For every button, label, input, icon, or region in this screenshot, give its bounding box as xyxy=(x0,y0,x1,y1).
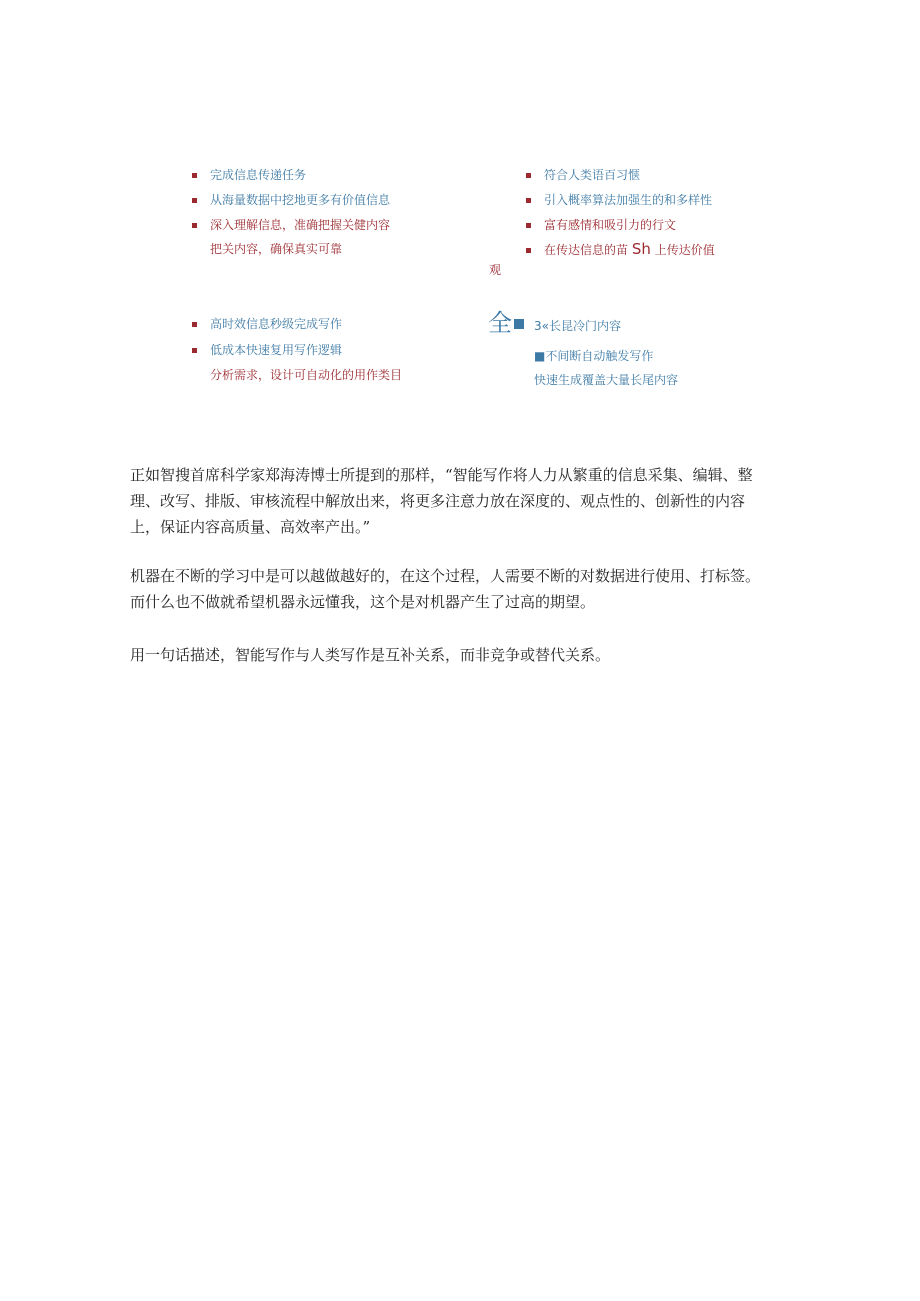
bullet-square-icon xyxy=(526,173,531,178)
bullet-square-icon xyxy=(526,248,531,253)
blue-square-icon xyxy=(514,319,524,329)
list-item-clipped: 快速生成覆盖大量长尾内容 xyxy=(534,373,679,387)
bullet-square-icon xyxy=(526,223,531,228)
bullet-square-icon xyxy=(192,223,197,228)
list-item: 符合人类语百习惬 xyxy=(544,168,641,182)
list-item-wrap: 观 xyxy=(489,263,502,277)
list-item-clipped: 分析需求，设计可自动化的用作类目 xyxy=(210,368,403,382)
bullet-square-icon xyxy=(526,198,531,203)
list-item: 深入理解信息，准确把握关健内容 xyxy=(210,218,391,232)
big-glyph: 全 xyxy=(488,309,512,337)
list-item: ■不间断自动触发写作 xyxy=(534,349,654,363)
list-item: 从海量数据中挖地更多有价值信息 xyxy=(210,193,391,207)
paragraph: 用一句话描述，智能写作与人类写作是互补关系，而非竞争或替代关系。 xyxy=(130,646,611,664)
list-item: 3«长昆冷门内容 xyxy=(534,319,621,333)
bullet-square-icon xyxy=(192,322,197,327)
paragraph: 机器在不断的学习中是可以越做越好的，在这个过程，人需要不断的对数据进行使用、打标签。而什么也不做就希望机器永远懂我，这个是对机器产生了过高的期望。 xyxy=(130,567,761,611)
bullet-square-icon xyxy=(192,348,197,353)
list-item: 低成本快速复用写作逻辑 xyxy=(210,343,343,357)
bullet-square-icon xyxy=(192,173,197,178)
list-item: 引入概率算法加强生的和多样性 xyxy=(544,193,713,207)
paragraph: 正如智搜首席科学家郑海涛博士所提到的那样，“智能写作将人力从繁重的信息采集、编辑、整理、改写、排版、审核流程中解放出来，将更多注意力放在深度的、观点性的、创新性的内容上，保证内容高质量、高效率产出。” xyxy=(130,466,753,536)
list-item: 在传达信息的苗 Sh 上传达价值 xyxy=(544,240,715,258)
list-item: 高时效信息秒级完成写作 xyxy=(210,317,343,331)
list-item: 富有感情和吸引力的行文 xyxy=(544,218,677,232)
list-item: 完成信息传递任务 xyxy=(210,168,307,182)
list-item-clipped: 把关内容，确保真实可靠 xyxy=(210,242,343,256)
bullet-square-icon xyxy=(192,198,197,203)
